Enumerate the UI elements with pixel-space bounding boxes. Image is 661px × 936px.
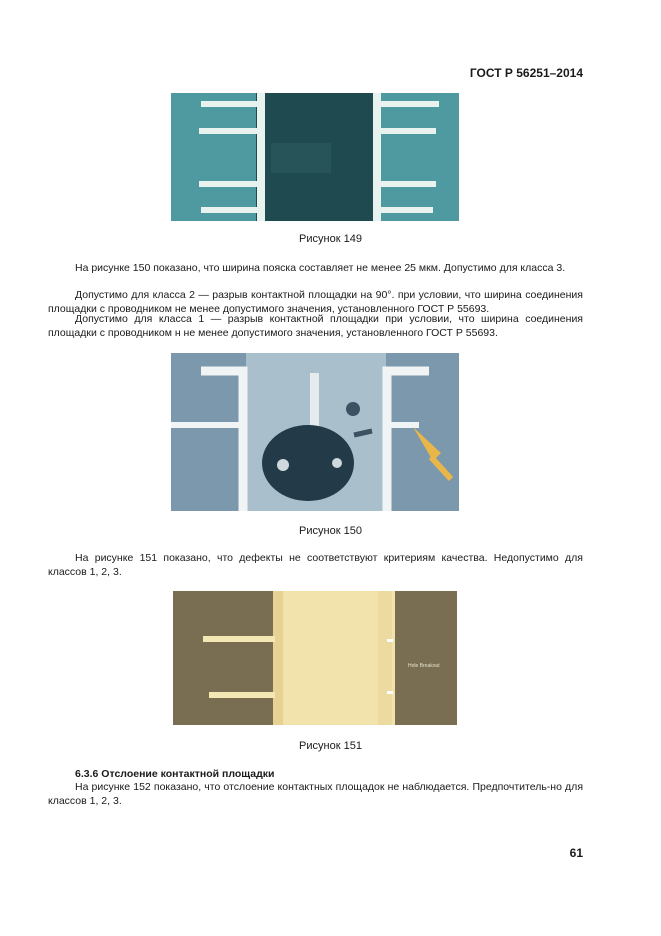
paragraph-1-text: На рисунке 150 показано, что ширина пояска составляет не менее 25 мкм. Допустимо для класса 3. <box>75 262 566 274</box>
paragraph-1 <box>48 262 583 276</box>
figure-149-caption: Рисунок 149 <box>299 233 362 245</box>
page-number: 61 <box>569 846 583 860</box>
hole-breakout-label: Hole Breakout <box>408 663 440 669</box>
paragraph-4-text: На рисунке 151 показано, что дефекты не соответствуют критериям качества. Недопустимо для классов 1, 2, 3. <box>48 552 583 578</box>
paragraph-3-text: Допустимо для класса 1 — разрыв контактной площадки при условии, что ширина соединения площадки с проводником н не менее допустимого значения, установленного ГОСТ Р 55693. <box>48 313 583 339</box>
figure-150-image <box>171 353 459 511</box>
paragraph-2 <box>48 289 583 316</box>
section-heading: 6.3.6 Отслоение контактной площадки <box>75 768 275 780</box>
figure-150-caption: Рисунок 150 <box>299 525 362 537</box>
document-header: ГОСТ Р 56251–2014 <box>469 66 583 80</box>
paragraph-4 <box>48 552 583 579</box>
paragraph-3 <box>48 313 583 340</box>
figure-151-image <box>173 591 457 725</box>
figure-151-caption: Рисунок 151 <box>299 740 362 752</box>
paragraph-2-text: Допустимо для класса 2 — разрыв контактной площадки на 90°. при условии, что ширина соединения площадки с проводником не менее допустимого значения, установленного ГОСТ Р 55693. <box>48 289 583 315</box>
paragraph-5 <box>48 781 583 808</box>
figure-149-image <box>171 93 459 221</box>
paragraph-5-text: На рисунке 152 показано, что отслоение контактных площадок не наблюдается. Предпочтитель-но для классов 1, 2, 3. <box>48 781 583 807</box>
